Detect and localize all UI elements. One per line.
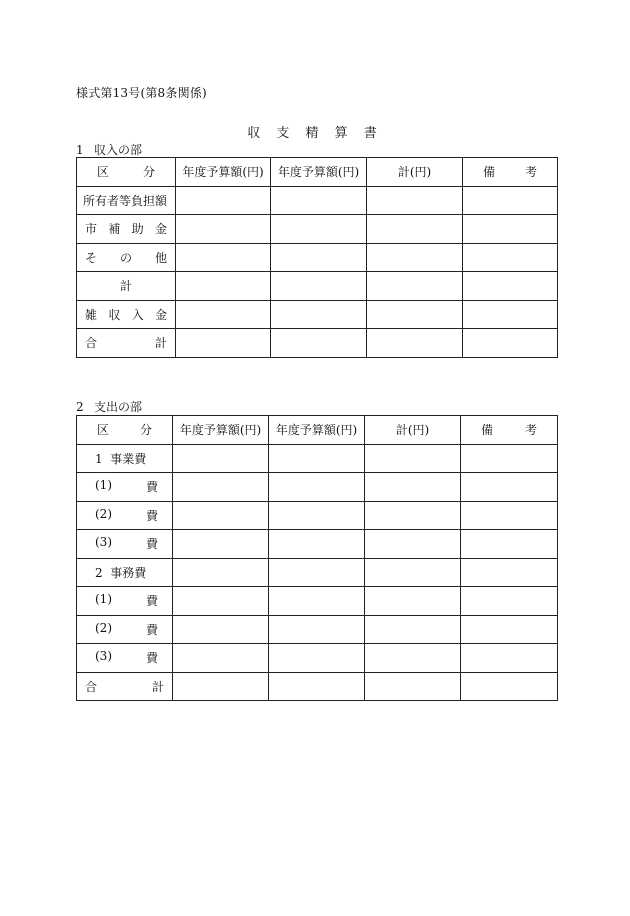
income-section-heading [76, 141, 142, 158]
form-number: 様式第13号(第8条関係) [76, 86, 207, 100]
income-header-category-part2: 分 [142, 165, 155, 180]
label-char: 入 [131, 307, 144, 322]
income-cell[interactable] [463, 215, 558, 244]
expense-header-budget-1: 年度予算額(円) [173, 416, 269, 445]
expense-cell[interactable] [173, 644, 269, 673]
label-char: 他 [154, 250, 167, 265]
income-row-grand-total [77, 329, 558, 358]
income-cell[interactable] [271, 300, 367, 329]
income-cell[interactable] [271, 272, 367, 301]
expense-item-label [77, 530, 173, 559]
expense-cell[interactable] [269, 672, 365, 701]
expense-group-label [77, 444, 173, 473]
expense-item-label [77, 501, 173, 530]
label-char: 計 [154, 336, 167, 351]
expense-item-label [77, 587, 173, 616]
income-row-misc [77, 300, 558, 329]
income-row-other [77, 243, 558, 272]
expense-row-grand-total [77, 672, 558, 701]
income-header-category-part1: 区 [97, 165, 110, 180]
expense-cell[interactable] [365, 473, 461, 502]
expense-cell[interactable] [365, 530, 461, 559]
income-cell[interactable] [367, 329, 463, 358]
label-char: の [119, 250, 132, 265]
expense-header-total: 計(円) [365, 416, 461, 445]
expense-table [76, 415, 558, 701]
expense-cell[interactable] [173, 587, 269, 616]
income-cell[interactable] [176, 186, 271, 215]
expense-header-category-part1: 区 [97, 423, 110, 438]
label-char: 助 [131, 222, 144, 237]
expense-cell[interactable] [269, 444, 365, 473]
expense-row-item [77, 644, 558, 673]
income-section-title: 収入の部 [94, 143, 143, 157]
expense-cell[interactable] [269, 615, 365, 644]
income-table [76, 157, 558, 358]
expense-cell[interactable] [461, 558, 558, 587]
expense-row-item [77, 473, 558, 502]
income-row-city-subsidy [77, 215, 558, 244]
expense-cell[interactable] [269, 501, 365, 530]
expense-cell[interactable] [365, 558, 461, 587]
expense-item-label [77, 615, 173, 644]
income-header-remarks [463, 158, 558, 187]
expense-row-item [77, 530, 558, 559]
expense-item-title: 費 [145, 651, 158, 666]
expense-item-number: (2) [95, 620, 112, 635]
expense-group-number: 1 [95, 451, 103, 466]
expense-cell[interactable] [461, 672, 558, 701]
label-char: 市 [85, 222, 98, 237]
income-cell[interactable] [367, 272, 463, 301]
expense-section-number: 2 [76, 400, 84, 414]
expense-cell[interactable] [173, 615, 269, 644]
income-cell[interactable] [176, 215, 271, 244]
expense-cell[interactable] [461, 530, 558, 559]
label-char: 合 [85, 679, 98, 694]
income-header-remarks-part1: 備 [483, 165, 496, 180]
expense-cell[interactable] [365, 644, 461, 673]
expense-cell[interactable] [269, 587, 365, 616]
expense-group-label [77, 558, 173, 587]
income-row-subtotal [77, 272, 558, 301]
income-header-budget-2: 年度予算額(円) [271, 158, 367, 187]
expense-cell[interactable] [173, 501, 269, 530]
income-row-label [77, 243, 176, 272]
expense-cell[interactable] [461, 644, 558, 673]
income-cell[interactable] [271, 186, 367, 215]
income-cell[interactable] [367, 215, 463, 244]
expense-item-title: 費 [145, 594, 158, 609]
expense-item-label [77, 473, 173, 502]
expense-row-admin-costs [77, 558, 558, 587]
expense-cell[interactable] [365, 587, 461, 616]
expense-item-title: 費 [145, 480, 158, 495]
expense-cell[interactable] [269, 644, 365, 673]
expense-item-title: 費 [145, 537, 158, 552]
expense-row-item [77, 501, 558, 530]
income-cell[interactable] [463, 186, 558, 215]
expense-group-number: 2 [95, 565, 103, 580]
income-row-label [77, 300, 176, 329]
expense-cell[interactable] [365, 501, 461, 530]
expense-header-remarks-part2: 考 [524, 423, 537, 438]
expense-total-label [77, 672, 173, 701]
expense-cell[interactable] [173, 444, 269, 473]
expense-cell[interactable] [461, 444, 558, 473]
expense-item-label [77, 644, 173, 673]
income-header-remarks-part2: 考 [524, 165, 537, 180]
expense-header-category-part2: 分 [139, 423, 152, 438]
expense-header-budget-2: 年度予算額(円) [269, 416, 365, 445]
label-char: 計 [151, 679, 164, 694]
expense-cell[interactable] [365, 615, 461, 644]
income-cell[interactable] [367, 300, 463, 329]
label-char: 金 [154, 222, 167, 237]
expense-cell[interactable] [461, 615, 558, 644]
income-row-label [77, 329, 176, 358]
income-cell[interactable] [176, 272, 271, 301]
label-char: 金 [154, 307, 167, 322]
income-cell[interactable] [271, 329, 367, 358]
expense-cell[interactable] [365, 672, 461, 701]
label-char: そ [85, 250, 98, 265]
expense-cell[interactable] [173, 530, 269, 559]
expense-header-category [77, 416, 173, 445]
expense-cell[interactable] [365, 444, 461, 473]
expense-row-item [77, 587, 558, 616]
expense-cell[interactable] [269, 530, 365, 559]
expense-item-number: (3) [95, 535, 112, 550]
label-char: 補 [108, 222, 121, 237]
expense-header-remarks [461, 416, 558, 445]
expense-item-number: (3) [95, 649, 112, 664]
expense-header-row [77, 416, 558, 445]
income-cell[interactable] [367, 243, 463, 272]
expense-item-number: (2) [95, 506, 112, 521]
label-char: 収 [108, 307, 121, 322]
expense-item-title: 費 [145, 622, 158, 637]
income-cell[interactable] [176, 243, 271, 272]
expense-group-title: 事業費 [110, 451, 147, 466]
expense-cell[interactable] [461, 473, 558, 502]
income-row-label: 所有者等負担額 [77, 186, 176, 215]
document-title: 収 支 精 算 書 [247, 126, 383, 141]
income-cell[interactable] [271, 243, 367, 272]
income-cell[interactable] [463, 300, 558, 329]
expense-row-project-costs [77, 444, 558, 473]
income-header-total: 計(円) [367, 158, 463, 187]
expense-section-heading [76, 398, 142, 415]
expense-cell[interactable] [461, 587, 558, 616]
expense-cell[interactable] [461, 501, 558, 530]
expense-item-number: (1) [95, 592, 112, 607]
income-cell[interactable] [463, 272, 558, 301]
income-row-label: 計 [77, 272, 176, 301]
expense-group-title: 事務費 [110, 565, 147, 580]
income-header-budget-1: 年度予算額(円) [176, 158, 271, 187]
expense-cell[interactable] [269, 558, 365, 587]
expense-cell[interactable] [173, 473, 269, 502]
income-header-row [77, 158, 558, 187]
income-cell[interactable] [367, 186, 463, 215]
income-cell[interactable] [463, 243, 558, 272]
income-row-owner-burden [77, 186, 558, 215]
expense-item-number: (1) [95, 478, 112, 493]
income-cell[interactable] [176, 329, 271, 358]
income-cell[interactable] [271, 215, 367, 244]
income-section-number: 1 [76, 143, 84, 157]
label-char: 雑 [85, 307, 98, 322]
income-cell[interactable] [463, 329, 558, 358]
expense-cell[interactable] [269, 473, 365, 502]
expense-item-title: 費 [145, 508, 158, 523]
expense-cell[interactable] [173, 672, 269, 701]
expense-row-item [77, 615, 558, 644]
expense-header-remarks-part1: 備 [481, 423, 494, 438]
income-header-category [77, 158, 176, 187]
label-char: 合 [85, 336, 98, 351]
expense-section-title: 支出の部 [94, 400, 143, 414]
income-row-label [77, 215, 176, 244]
expense-cell[interactable] [173, 558, 269, 587]
income-cell[interactable] [176, 300, 271, 329]
